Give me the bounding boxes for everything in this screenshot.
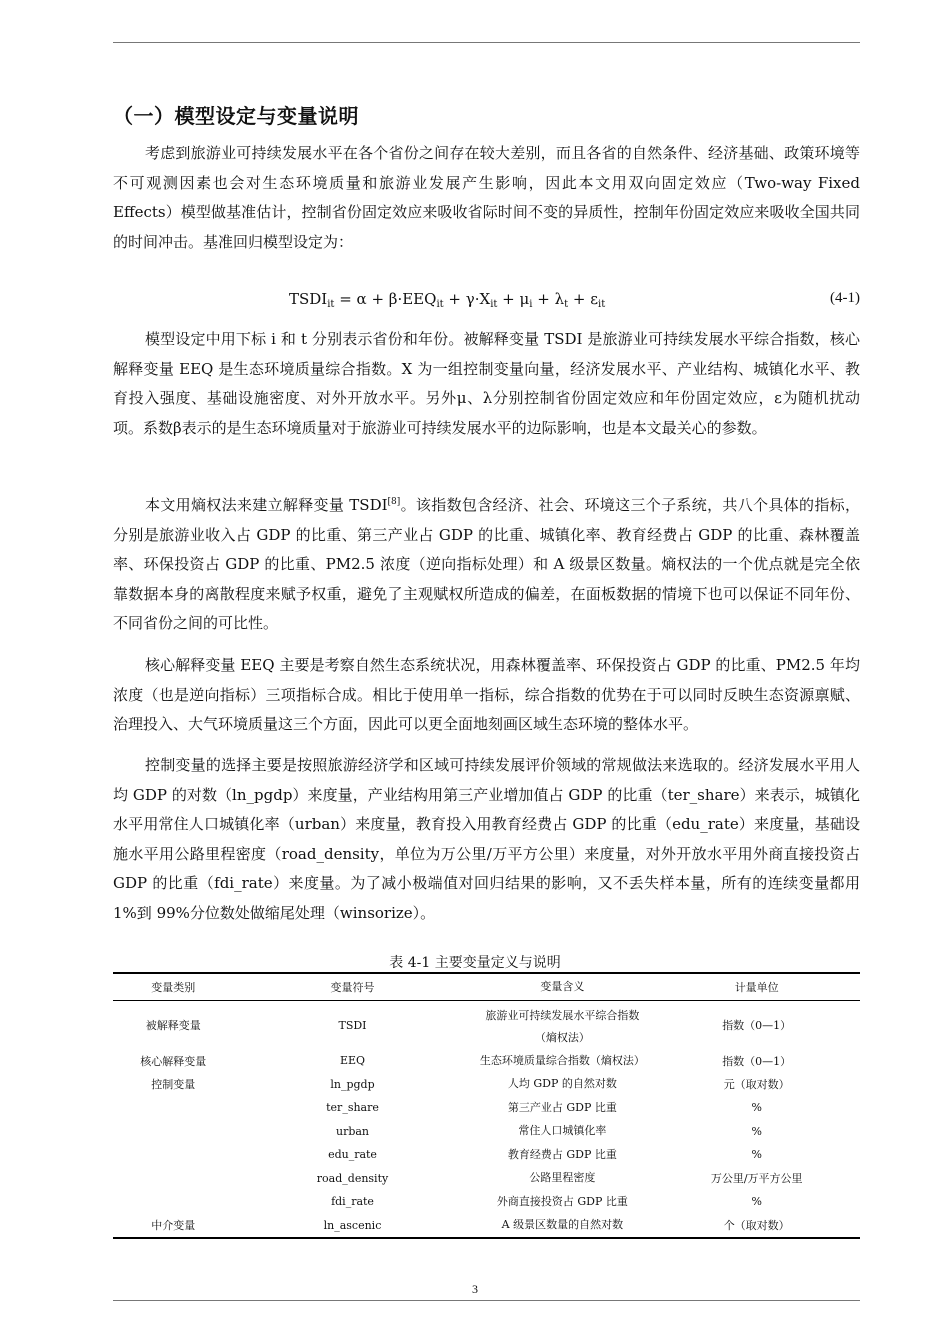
table-title: 表 4-1 主要变量定义与说明 bbox=[389, 955, 561, 971]
citation: [8] bbox=[387, 497, 401, 507]
paragraph-3: 本文用熵权法来建立解释变量 TSDI[8]。该指数包含经济、社会、环境这三个子系统，共八个具体的指标，分别是旅游业收入占 GDP 的比重、第三产业占 GDP 的比重、城镇化率、教育经费占 GDP 的比重、森林覆盖率、环保投资占 GDP 的比重、PM2.5 浓度（逆向指标处理）和 A 级景区数量。熵权法的一个优点就是完全依靠数据本身的离散程度来赋予权重，避免了主观赋权所造成的偏差，在面板数据的情境下也可以保证不同年份、不同省份之间的可比性。 bbox=[113, 496, 860, 632]
equation-number: (4-1) bbox=[830, 290, 860, 306]
table-row: 控制变量 ln_pgdp 人均 GDP 的自然对数 元（取对数） bbox=[151, 1077, 790, 1092]
header-category: 变量类别 bbox=[113, 973, 234, 1001]
equation: $TSDI_{it} = \alpha + \beta\cdot EEQ_{it} + \gamma\cdot X_{it} + \mu_i + \lambda_t + \varepsilon_{it}$ bbox=[289, 290, 606, 310]
table-row: fdi_rate 外商直接投资占 GDP 比重 % bbox=[331, 1194, 762, 1209]
variables-table bbox=[113, 972, 860, 1239]
table-row: road_density 公路里程密度 万公里/万平方公里 bbox=[316, 1171, 803, 1186]
paragraph-5: 控制变量的选择主要是按照旅游经济学和区域可持续发展评价领域的常规做法来选取的。经济发展水平用人均 GDP 的对数（ln_pgdp）来度量，产业结构用第三产业增加值占 GDP 的比重（ter_share）来表示，城镇化水平用常住人口城镇化率（urban）来度量，教育投入用教育经费占 GDP 的比重（edu_rate）来度量，基础设施水平用公路里程密度（road_density，单位为万公里/万平方公里）来度量，对外开放水平用外商直接投资占 GDP 的比重（fdi_rate）来度量。为了减小极端值对回归结果的影响，又不丢失样本量，所有的连续变量都用 1%到 99%分位数处做缩尾处理（winsorize）。 bbox=[113, 756, 860, 922]
table-row: ter_share 第三产业占 GDP 比重 % bbox=[326, 1100, 762, 1115]
paragraph-4: 核心解释变量 EEQ 主要是考察自然生态系统状况，用森林覆盖率、环保投资占 GDP 的比重、PM2.5 年均浓度（也是逆向指标）三项指标合成。相比于使用单一指标，综合指数的优势在于可以同时反映生态资源禀赋、治理投入、大气环境质量这三个方面，因此可以更全面地刻画区域生态环境的整体水平。 bbox=[113, 656, 860, 733]
section-heading: （一）模型设定与变量说明 bbox=[113, 104, 359, 128]
table-header-row bbox=[113, 973, 860, 1001]
table-row: 核心解释变量 EEQ 生态环境质量综合指数（熵权法） 指数（0—1） bbox=[140, 1053, 792, 1068]
table-row: 中介变量 ln_ascenic A 级景区数量的自然对数 个（取对数） bbox=[113, 1214, 860, 1239]
paragraph-2: 模型设定中用下标 i 和 t 分别表示省份和年份。被解释变量 TSDI 是旅游业可持续发展水平综合指数，核心解释变量 EEQ 是生态环境质量综合指数。X 为一组控制变量向量，经济发展水平、产业结构、城镇化水平、教育投入强度、基础设施密度、对外开放水平。另外μ、λ分别控制省份固定效应和年份固定效应，ε为随机扰动项。系数β表示的是生态环境质量对于旅游业可持续发展水平的边际影响，也是本文最关心的参数。 bbox=[113, 330, 860, 437]
table-row: 被解释变量 TSDI 旅游业可持续发展水平综合指数 （熵权法） 指数（0—1） bbox=[145, 1009, 792, 1044]
page-number: 3 bbox=[472, 1282, 478, 1296]
table-row: urban 常住人口城镇化率 % bbox=[335, 1124, 762, 1138]
table-row: edu_rate 教育经费占 GDP 比重 % bbox=[328, 1147, 762, 1162]
paragraph-1: 考虑到旅游业可持续发展水平在各个省份之间存在较大差别，而且各省的自然条件、经济基础、政策环境等不可观测因素也会对生态环境质量和旅游业发展产生影响，因此本文用双向固定效应（Two-way Fixed Effects）模型做基准估计，控制省份固定效应来吸收省际时间不变的异质性，控制年份固定效应来吸收全国共同的时间冲击。基准回归模型设定为： bbox=[113, 144, 860, 251]
footer-rule bbox=[113, 1300, 860, 1301]
equation-row bbox=[113, 290, 860, 314]
header-rule bbox=[113, 42, 860, 43]
header-symbol: 变量符号 bbox=[234, 973, 472, 1001]
header-meaning: 变量含义 bbox=[471, 973, 653, 1001]
header-unit: 计量单位 bbox=[653, 973, 860, 1001]
